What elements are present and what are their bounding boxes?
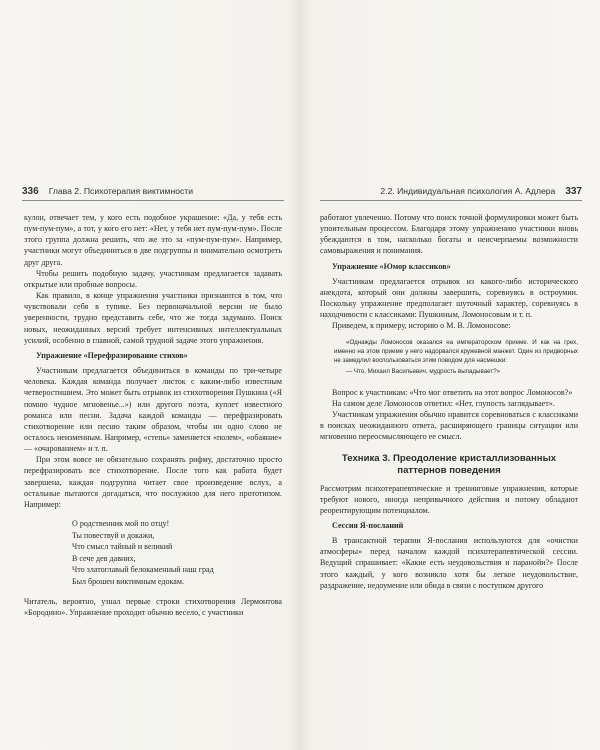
left-running-head — [22, 184, 284, 201]
right-page-number: 337 — [565, 185, 582, 197]
technique-heading-line: Техника 3. Преодоление кристаллизованных — [341, 452, 557, 464]
exercise-heading: Упражнение «Юмор классиков» — [332, 261, 451, 271]
paragraph: Участникам упражнения обычно нравится соревноваться с классиками в поисках неожиданного ответа, расширяющего границы ситуации или мгновенно переосмысляющего ее смысл. — [320, 410, 578, 442]
paragraph: В трансактной терапии Я-послания используются для «очистки атмосферы» перед началом каждой психотерапевтической сессии. Ведущий спрашивает: «Какие есть неудовольствия и паранойи?» После этого каждый, у кого возникло хотя бы легкое неудовольствие, раздражение, недоумение или обида в связи с поступком другого — [320, 536, 578, 590]
paragraph: Участникам предлагается объединиться в команды по три-четыре человека. Каждая команда получает листок с каким-либо известным четверостишием. Это может быть отрывок из стихотворения Пушкина («Я помню чудное мгновенье...») или другого поэта, куплет известного романса или песни. Задача каждой команды — перефразировать стихотворение или песню таким образом, чтобы ни одно слово не осталось неизменным. Например, «степь» заменяется «полем», «обаяние» — «очарованием» и т. п. — [24, 366, 282, 454]
left-page-number: 336 — [22, 185, 39, 197]
poem — [72, 518, 282, 588]
poem-line: О родственник мой по отцу! — [72, 519, 170, 529]
left-text-column — [24, 212, 282, 618]
paragraph: Как правило, в конце упражнения участники признаются в том, что чувствовали себя в тупике. Без первоначальной версии не было уверенности, трудно представить себе, что же тогда задумано. Поиск новых, неожиданных версий требует интенсивных интеллектуальных усилий, особенно в главной, самой трудной задаче этого упражнения. — [24, 291, 282, 345]
technique-heading — [320, 453, 578, 477]
right-running-head — [320, 184, 582, 201]
paragraph: Участникам предлагается отрывок из какого-либо исторического анекдота, который они должны завершить, соревнуясь в остроумии. Поскольку упражнение предполагает шуточный характер, соревнуясь в находчивости с классиками: Пушкиным, Ломоносовым и т. п. — [320, 276, 578, 320]
right-text-column — [320, 212, 578, 591]
paragraph: Приведем, к примеру, историю о М. В. Ломоносове: — [332, 321, 511, 331]
poem-line: Ты повествуй и докажи, — [72, 530, 155, 540]
poem-line: Что смысл тайный и великий — [72, 542, 173, 552]
paragraph: Чтобы решить подобную задачу, участникам предлагается задавать открытые или пробные вопросы. — [24, 268, 282, 289]
right-section-title: 2.2. Индивидуальная психология А. Адлера — [380, 186, 556, 196]
poem-line: Был брошен виктимным едокам. — [72, 577, 184, 587]
quote-text: «Однажды Ломоносов оказался на императорском приеме. И как на грех, именно на этом приеме у него надорвался кружевной манжет. Один из придворных не замедлил воспользоваться этим поводом для насмешки: — [334, 338, 578, 365]
paragraph: При этом вовсе не обязательно сохранять рифму, достаточно просто перефразировать все стихотворение. После того как работа будет завершена, каждая подгруппа читает свое произведение вслух, а остальные пытаются догадаться, что послужило для него прототипом. Например: — [24, 455, 282, 509]
quote-closing: — Что, Михаил Васильевич, мудрость выпадывает?» — [346, 368, 501, 376]
poem-line: Что златоглавый белокаменный наш град — [72, 565, 214, 575]
paragraph: Рассмотрим психотерапевтические и тренинговые упражнения, которые требуют нового, иногда непривычного действия и потому обладают реорентирующим потенциалом. — [320, 483, 578, 515]
anecdote-quote — [334, 338, 578, 377]
poem-line: В сече дев давних, — [72, 553, 136, 563]
paragraph: Читатель, вероятно, узнал первые строки стихотворения Лермонтова «Бородино». Упражнение проходит обычно весело, с участники — [24, 596, 282, 617]
technique-heading-line: паттернов поведения — [397, 464, 501, 476]
session-heading: Сессия Я-посланий — [332, 521, 404, 530]
paragraph: работают увлеченно. Потому что поиск точной формулировки может быть упоительным процессом. Благодаря этому упражнению участники вновь убеждаются в том, насколько богаты и неисчерпаемы возможности самовыражения и понимания. — [320, 213, 578, 256]
paragraph: На самом деле Ломоносов ответил: «Нет, глупость заглядывает». — [332, 398, 555, 408]
paragraph: кулон, отвечает тем, у кого есть подобное украшение: «Да, у тебя есть пум-пум-пум», а тот, у кого его нет: «Нет, у тебя нет пум-пум-пум». После этого группа должна решить, что же это за «пум-пум-пум». Например, участники могут объединиться в две подгруппы и внимательно осмотреть друг друга. — [24, 213, 282, 267]
right-page — [300, 0, 600, 750]
exercise-heading: Упражнение «Перефразирование стихов» — [36, 350, 188, 360]
paragraph: Вопрос к участникам: «Что мог ответить на этот вопрос Ломоносов?» — [332, 387, 573, 397]
left-chapter-title: Глава 2. Психотерапия виктимности — [48, 186, 194, 196]
